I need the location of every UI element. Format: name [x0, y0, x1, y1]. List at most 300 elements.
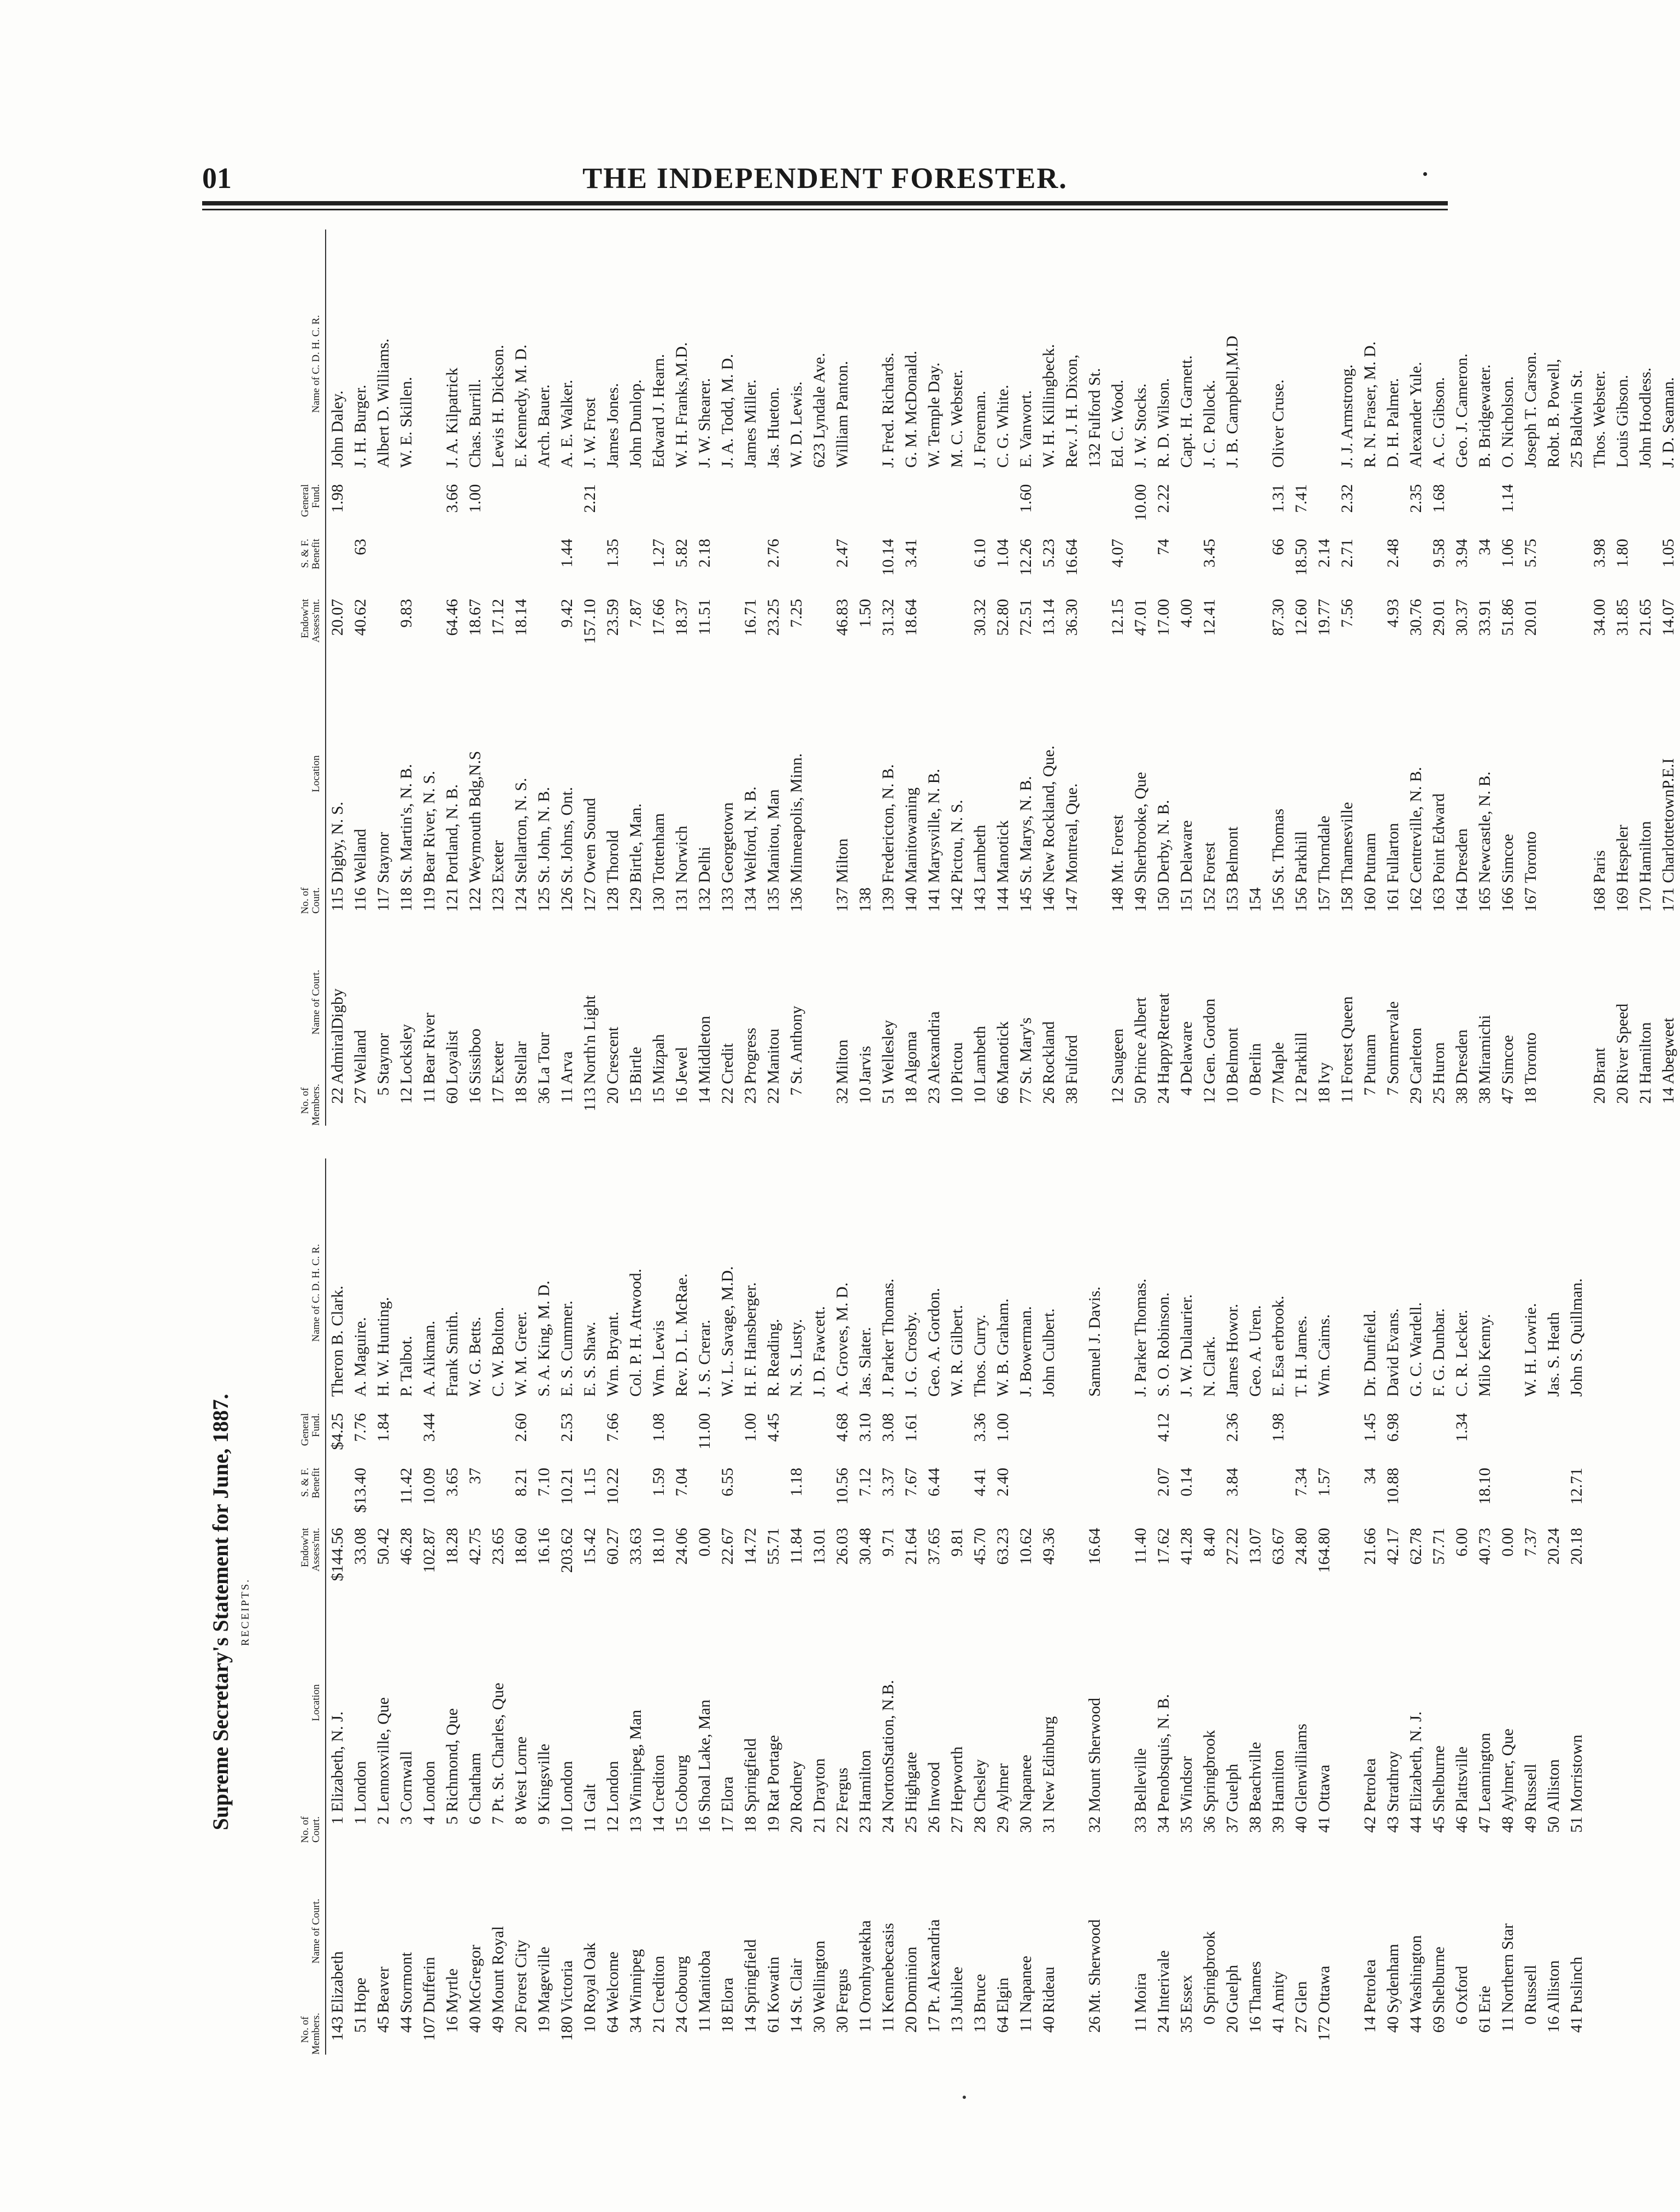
- table-row: [372, 1158, 395, 2055]
- court-name-cell: Middleton: [695, 1016, 714, 1084]
- endowment-cell: 18.60: [512, 1528, 530, 1565]
- endowment-cell: 14.07: [1659, 599, 1677, 636]
- sf-benefit-cell: 1.57: [1315, 1468, 1333, 1497]
- court-no-cell: 151: [1177, 887, 1195, 912]
- chcr-cell: W. H. Lowrie.: [1522, 1303, 1540, 1397]
- col-endowment: Endow'nt Assess'mt.: [299, 1528, 322, 1572]
- court-no-cell: 48: [1499, 1816, 1517, 1833]
- location-cell: Birtle, Man.: [627, 803, 645, 883]
- court-name-cell: Milton: [833, 1039, 851, 1084]
- members-cell: 77: [1269, 1087, 1287, 1104]
- court-no-cell: 36: [1200, 1816, 1218, 1833]
- chcr-cell: E. S. Shaw.: [581, 1321, 599, 1397]
- endowment-cell: 102.87: [420, 1528, 438, 1573]
- sf-benefit-cell: 63: [351, 539, 369, 555]
- table-row: [464, 1158, 487, 2055]
- court-no-cell: 162: [1407, 887, 1425, 912]
- general-fund-cell: 2.60: [512, 1413, 530, 1442]
- members-cell: 14: [787, 2016, 805, 2033]
- chcr-cell: James Miller.: [741, 379, 759, 468]
- table-row: [487, 1158, 510, 2055]
- table-row: [877, 230, 900, 1126]
- table-row: [785, 230, 808, 1126]
- location-cell: Shelburne: [1430, 1745, 1448, 1812]
- chcr-cell: John Hoodless.: [1636, 367, 1654, 468]
- chcr-cell: Capt. H. Garnett.: [1177, 355, 1195, 468]
- location-cell: Digby, N. S.: [328, 802, 346, 883]
- endowment-cell: 63.23: [994, 1528, 1012, 1565]
- court-name-cell: Prince Albert: [1131, 997, 1150, 1084]
- members-cell: 7: [787, 1087, 805, 1096]
- table-row: [969, 1158, 992, 2055]
- table-row: [1015, 230, 1038, 1126]
- court-no-cell: 167: [1522, 887, 1540, 912]
- court-no-cell: 139: [879, 887, 897, 912]
- court-name-cell: Progress: [741, 1027, 759, 1084]
- general-fund-cell: 1.68: [1430, 484, 1448, 513]
- court-no-cell: 122: [466, 887, 484, 912]
- chcr-cell: J. W. Frost: [581, 397, 599, 468]
- location-cell: Alliston: [1545, 1759, 1563, 1812]
- chcr-cell: Wm. Lewis: [650, 1320, 668, 1397]
- court-name-cell: Wellesley: [879, 1020, 897, 1084]
- table-row: [808, 230, 831, 1126]
- location-cell: Kingsville: [535, 1744, 553, 1812]
- table-row: [533, 230, 556, 1126]
- table-body: [326, 1158, 1588, 2055]
- location-cell: Fredericton, N. B.: [879, 764, 897, 883]
- court-name-cell: Jubilee: [948, 1967, 966, 2013]
- court-name-cell: Amity: [1269, 1971, 1287, 2013]
- header-rule-thin: [202, 209, 1448, 210]
- chcr-cell: W. L. Savage, M.D.: [718, 1266, 736, 1397]
- court-no-cell: 42: [1361, 1816, 1379, 1833]
- members-cell: 11: [695, 2016, 714, 2032]
- members-cell: 22: [764, 1087, 782, 1104]
- court-no-cell: 44: [1407, 1816, 1425, 1833]
- court-no-cell: 115: [328, 887, 346, 911]
- location-cell: Hamilton: [1636, 821, 1654, 883]
- stray-mark: [963, 2096, 966, 2099]
- row-spacer: [1336, 1158, 1359, 2055]
- endowment-cell: 33.08: [351, 1528, 369, 1565]
- court-no-cell: 163: [1430, 887, 1448, 912]
- chcr-cell: J. W. Shearer.: [695, 378, 714, 468]
- row-spacer: [1106, 1158, 1129, 2055]
- court-no-cell: 134: [741, 887, 759, 912]
- members-cell: 11: [420, 1087, 438, 1103]
- col-chcr: Name of C. D. H. C. R.: [310, 315, 322, 413]
- endowment-cell: 21.65: [1636, 599, 1654, 636]
- chcr-cell: Rev. D. L. McRae.: [673, 1273, 691, 1397]
- court-name-cell: Oronhyatekha: [856, 1920, 874, 2013]
- court-name-cell: Moira: [1131, 1973, 1150, 2013]
- court-name-cell: Carleton: [1407, 1027, 1425, 1084]
- table-row: [1336, 230, 1359, 1126]
- court-no-cell: 34: [1154, 1816, 1172, 1833]
- location-cell: Staynor: [374, 832, 392, 883]
- court-no-cell: 157: [1315, 887, 1333, 912]
- location-cell: Elizabeth, N. J.: [1407, 1711, 1425, 1812]
- members-cell: 0: [1246, 1087, 1264, 1096]
- members-cell: 15: [627, 1087, 645, 1104]
- endowment-cell: 11.51: [695, 599, 714, 636]
- court-name-cell: Algoma: [902, 1031, 920, 1084]
- location-cell: Welland: [351, 828, 369, 883]
- court-name-cell: Delaware: [1177, 1021, 1195, 1084]
- table-row: [670, 230, 693, 1126]
- endowment-cell: 9.42: [558, 599, 576, 628]
- table-body: [326, 230, 1680, 1126]
- court-name-cell: Forest Queen: [1338, 996, 1356, 1084]
- location-cell: Windsor: [1177, 1756, 1195, 1812]
- location-cell: Delaware: [1177, 820, 1195, 883]
- court-no-cell: 144: [994, 887, 1012, 912]
- endowment-cell: 13.14: [1040, 599, 1058, 636]
- court-name-cell: Puslinch: [1567, 1956, 1585, 2013]
- general-fund-cell: 4.45: [764, 1413, 782, 1442]
- members-cell: 172: [1315, 2016, 1333, 2041]
- members-cell: 51: [879, 1087, 897, 1104]
- table-row: [877, 1158, 900, 2055]
- chcr-cell: W. R. Gilbert.: [948, 1304, 966, 1397]
- sf-benefit-cell: 6.55: [718, 1468, 736, 1497]
- location-cell: Dresden: [1453, 828, 1471, 883]
- sf-benefit-cell: 2.40: [994, 1468, 1012, 1497]
- sf-benefit-cell: 2.76: [764, 539, 782, 568]
- location-cell: Lennoxville, Que: [374, 1697, 392, 1812]
- table-row: [808, 1158, 831, 2055]
- endowment-cell: 18.28: [443, 1528, 461, 1565]
- location-cell: Portland, N. B.: [443, 784, 461, 883]
- location-cell: Marysville, N. B.: [925, 768, 943, 883]
- endowment-cell: 203.62: [558, 1528, 576, 1573]
- table-row: [1290, 1158, 1313, 2055]
- sf-benefit-cell: 1.05: [1659, 539, 1677, 568]
- location-cell: Welford, N. B.: [741, 786, 759, 883]
- location-cell: Winnipeg, Man: [627, 1709, 645, 1812]
- chcr-cell: James Howor.: [1223, 1304, 1241, 1397]
- table-row: [1359, 1158, 1382, 2055]
- table-row: [831, 1158, 854, 2055]
- location-cell: Elizabeth, N. J.: [328, 1711, 346, 1812]
- court-name-cell: Manitoba: [695, 1950, 714, 2013]
- endowment-cell: 40.73: [1476, 1528, 1494, 1565]
- location-cell: Rat Portage: [764, 1735, 782, 1812]
- location-cell: Norwich: [673, 826, 691, 883]
- court-name-cell: River Speed: [1613, 1003, 1631, 1084]
- sf-benefit-cell: 11.42: [397, 1468, 415, 1504]
- court-no-cell: 169: [1613, 887, 1631, 912]
- court-no-cell: 1: [351, 1816, 369, 1825]
- sf-benefit-cell: 34: [1361, 1468, 1379, 1484]
- endowment-cell: 11.40: [1131, 1528, 1150, 1564]
- court-no-cell: 29: [994, 1816, 1012, 1833]
- court-name-cell: Exeter: [489, 1041, 507, 1084]
- table-row: [854, 1158, 877, 2055]
- court-no-cell: 158: [1338, 887, 1356, 912]
- chcr-cell: P. Talbot.: [397, 1336, 415, 1397]
- table-row: [1083, 230, 1106, 1126]
- location-cell: Belleville: [1131, 1748, 1150, 1812]
- table-row: [1267, 1158, 1290, 2055]
- table-row: [1473, 230, 1496, 1126]
- chcr-cell: W. D. Lewis.: [787, 381, 805, 468]
- court-no-cell: 43: [1384, 1816, 1402, 1833]
- court-no-cell: 161: [1384, 887, 1402, 912]
- location-cell: Shoal Lake, Man: [695, 1699, 714, 1812]
- endowment-cell: 17.00: [1154, 599, 1172, 636]
- table-row: [418, 230, 441, 1126]
- endowment-cell: 164.80: [1315, 1528, 1333, 1573]
- court-name-cell: Elizabeth: [328, 1951, 346, 2013]
- chcr-cell: W. H. Killingbeck.: [1040, 344, 1058, 468]
- table-row: [693, 1158, 716, 2055]
- table-row: [1428, 1158, 1451, 2055]
- chcr-cell: C. W. Bolton.: [489, 1307, 507, 1397]
- sf-benefit-cell: 1.15: [581, 1468, 599, 1497]
- court-no-cell: 123: [489, 887, 507, 912]
- court-name-cell: Mageville: [535, 1946, 553, 2013]
- chcr-cell: Joseph T. Carson.: [1522, 351, 1540, 468]
- court-name-cell: Napanee: [1017, 1956, 1035, 2013]
- table-row: [556, 230, 579, 1126]
- court-name-cell: Elgin: [994, 1978, 1012, 2013]
- location-cell: Hespeler: [1613, 825, 1631, 883]
- court-no-cell: 38: [1246, 1816, 1264, 1833]
- sf-benefit-cell: 1.35: [604, 539, 622, 568]
- general-fund-cell: 1.34: [1453, 1413, 1471, 1442]
- general-fund-cell: 1.45: [1361, 1413, 1379, 1442]
- court-name-cell: Forest City: [512, 1939, 530, 2013]
- court-name-cell: Winnipeg: [627, 1949, 645, 2013]
- court-name-cell: Lambeth: [971, 1026, 989, 1084]
- chcr-cell: 25 Baldwin St.: [1567, 369, 1585, 468]
- endowment-cell: 23.59: [604, 599, 622, 636]
- court-name-cell: Ivy: [1315, 1062, 1333, 1084]
- court-no-cell: 32: [1086, 1816, 1104, 1833]
- endowment-cell: 9.81: [948, 1528, 966, 1557]
- court-no-cell: 140: [902, 887, 920, 912]
- members-cell: 12: [397, 1087, 415, 1104]
- court-name-cell: Pt. Alexandria: [925, 1919, 943, 2013]
- table-row: [1313, 1158, 1336, 2055]
- court-no-cell: 168: [1590, 887, 1608, 912]
- court-name-cell: Guelph: [1223, 1964, 1241, 2013]
- members-cell: 17: [489, 1087, 507, 1104]
- chcr-cell: S. A. King, M. D.: [535, 1280, 553, 1397]
- court-name-cell: Myrtle: [443, 1968, 461, 2013]
- endowment-cell: 9.71: [879, 1528, 897, 1557]
- court-no-cell: 9: [535, 1816, 553, 1825]
- court-no-cell: 33: [1131, 1816, 1150, 1833]
- location-cell: Manitowaning: [902, 787, 920, 883]
- court-no-cell: 4: [420, 1816, 438, 1825]
- col-chcr: Name of C. D. H. C. R.: [310, 1244, 322, 1342]
- court-name-cell: HappyRetreat: [1154, 993, 1172, 1084]
- sf-benefit-cell: 7.34: [1292, 1468, 1310, 1497]
- general-fund-cell: 6.98: [1384, 1413, 1402, 1442]
- members-cell: 7: [1384, 1087, 1402, 1096]
- table-row: [1382, 230, 1405, 1126]
- court-no-cell: 125: [535, 887, 553, 912]
- sf-benefit-cell: 10.22: [604, 1468, 622, 1505]
- members-cell: 27: [1292, 2016, 1310, 2033]
- court-name-cell: Mount Royal: [489, 1926, 507, 2013]
- court-name-cell: Royal Oak: [581, 1942, 599, 2013]
- chcr-cell: John Daley.: [328, 390, 346, 468]
- receipts-table-right: [260, 230, 1677, 1126]
- members-cell: 61: [1476, 2016, 1494, 2033]
- row-spacer: [1060, 1158, 1083, 2055]
- location-cell: Elora: [718, 1776, 736, 1812]
- endowment-cell: 47.01: [1131, 599, 1150, 636]
- court-no-cell: 124: [512, 887, 530, 912]
- table-row: [1473, 1158, 1496, 2055]
- location-cell: Point Edward: [1430, 793, 1448, 883]
- location-cell: St. John, N. B.: [535, 787, 553, 883]
- general-fund-cell: $4.25: [328, 1413, 346, 1450]
- court-name-cell: Crescent: [604, 1027, 622, 1084]
- general-fund-cell: 2.36: [1223, 1413, 1241, 1442]
- table-row: [1565, 230, 1588, 1126]
- members-cell: 180: [558, 2016, 576, 2041]
- location-cell: CharlottetownP.E.I: [1659, 758, 1677, 883]
- court-no-cell: 118: [397, 887, 415, 911]
- members-cell: 10: [948, 1087, 966, 1104]
- endowment-cell: 14.72: [741, 1528, 759, 1565]
- statement-region: [208, 219, 1677, 2055]
- table-row: [1496, 1158, 1519, 2055]
- location-cell: Guelph: [1223, 1763, 1241, 1812]
- court-no-cell: 128: [604, 887, 622, 912]
- sf-benefit-cell: 6.44: [925, 1468, 943, 1497]
- chcr-cell: Robt. B. Powell,: [1545, 358, 1563, 468]
- members-cell: 18: [902, 1087, 920, 1104]
- table-row: [510, 1158, 533, 2055]
- chcr-cell: J. B. Campbell,M.D: [1223, 336, 1241, 468]
- table-row: [1657, 230, 1680, 1126]
- location-cell: Putnam: [1361, 833, 1379, 883]
- location-cell: Crediton: [650, 1755, 668, 1812]
- location-cell: Hamilton: [1269, 1750, 1287, 1812]
- endowment-cell: 18.10: [650, 1528, 668, 1565]
- court-no-cell: 117: [374, 887, 392, 911]
- location-cell: Fullarton: [1384, 823, 1402, 883]
- court-name-cell: Arva: [558, 1051, 576, 1084]
- court-name-cell: Putnam: [1361, 1034, 1379, 1084]
- members-cell: 0: [1522, 2016, 1540, 2025]
- court-name-cell: Parkhill: [1292, 1032, 1310, 1084]
- endowment-cell: 52.80: [994, 599, 1012, 636]
- chcr-cell: Wm. Bryant.: [604, 1311, 622, 1397]
- court-name-cell: Sommervale: [1384, 1001, 1402, 1084]
- court-no-cell: 46: [1453, 1816, 1471, 1833]
- chcr-cell: Edward J. Hearn.: [650, 354, 668, 468]
- chcr-cell: D. H. Palmer.: [1384, 378, 1402, 468]
- court-name-cell: Manitou: [764, 1028, 782, 1084]
- court-name-cell: Thames: [1246, 1961, 1264, 2013]
- court-no-cell: 26: [925, 1816, 943, 1833]
- chcr-cell: Louis Gibson.: [1613, 374, 1631, 468]
- general-fund-cell: 2.22: [1154, 484, 1172, 513]
- chcr-cell: A. C. Gibson.: [1430, 377, 1448, 468]
- court-name-cell: Birtle: [627, 1046, 645, 1084]
- endowment-cell: 21.66: [1361, 1528, 1379, 1565]
- court-name-cell: Crediton: [650, 1956, 668, 2013]
- court-name-cell: Stellar: [512, 1041, 530, 1084]
- location-cell: Springfield: [741, 1738, 759, 1812]
- table-row: [923, 1158, 946, 2055]
- endowment-cell: 42.75: [466, 1528, 484, 1565]
- endowment-cell: 40.62: [351, 599, 369, 636]
- endowment-cell: 18.64: [902, 599, 920, 636]
- court-no-cell: 149: [1131, 887, 1150, 912]
- chcr-cell: W. B. Graham.: [994, 1298, 1012, 1397]
- court-name-cell: AdmiralDigby: [328, 989, 346, 1084]
- chcr-cell: Thos. Webster.: [1590, 370, 1608, 468]
- endowment-cell: 6.00: [1453, 1528, 1471, 1557]
- members-cell: 41: [1269, 2016, 1287, 2033]
- chcr-cell: M. C. Webster.: [948, 369, 966, 468]
- endowment-cell: 19.77: [1315, 599, 1333, 636]
- general-fund-cell: 2.21: [581, 484, 599, 513]
- table-row: [1175, 230, 1198, 1126]
- chcr-cell: N. S. Lusty.: [787, 1319, 805, 1397]
- court-no-cell: 45: [1430, 1816, 1448, 1833]
- court-name-cell: St. Anthony: [787, 1005, 805, 1084]
- chcr-cell: J. D. Fawcett.: [810, 1306, 828, 1397]
- court-no-cell: 135: [764, 887, 782, 912]
- court-no-cell: 10: [558, 1816, 576, 1833]
- location-cell: NortonStation, N.B.: [879, 1680, 897, 1812]
- endowment-cell: 46.83: [833, 599, 851, 636]
- court-name-cell: Interivale: [1154, 1950, 1172, 2013]
- court-name-cell: Mt. Sherwood: [1086, 1919, 1104, 2013]
- table-row: [1106, 230, 1129, 1126]
- court-name-cell: Fulford: [1063, 1035, 1081, 1084]
- court-name-cell: Toronto: [1522, 1032, 1540, 1084]
- members-cell: 11: [1017, 2016, 1035, 2032]
- court-name-cell: Petrolea: [1361, 1959, 1379, 2013]
- endowment-cell: 87.30: [1269, 599, 1287, 636]
- members-cell: 14: [741, 2016, 759, 2033]
- members-cell: 60: [443, 1087, 461, 1104]
- table-row: [533, 1158, 556, 2055]
- sf-benefit-cell: 5.23: [1040, 539, 1058, 568]
- members-cell: 34: [627, 2016, 645, 2033]
- location-cell: Chatham: [466, 1752, 484, 1812]
- members-cell: 16: [466, 1087, 484, 1104]
- location-cell: Weymouth Bdg,N.S: [466, 751, 484, 883]
- members-cell: 38: [1453, 1087, 1471, 1104]
- endowment-cell: 31.32: [879, 599, 897, 636]
- endowment-cell: 63.67: [1269, 1528, 1287, 1565]
- endowment-cell: 18.14: [512, 599, 530, 636]
- members-cell: 4: [1177, 1087, 1195, 1096]
- chcr-cell: A. E. Walker.: [558, 379, 576, 468]
- endowment-cell: 50.42: [374, 1528, 392, 1565]
- general-fund-cell: 1.00: [741, 1413, 759, 1442]
- members-cell: 10: [856, 1087, 874, 1104]
- col-general-fund: General Fund.: [299, 484, 322, 517]
- table-row: [464, 230, 487, 1126]
- table-row: [395, 230, 418, 1126]
- chcr-cell: J. W. Stocks.: [1131, 383, 1150, 468]
- chcr-cell: J. H. Burger.: [351, 385, 369, 468]
- sf-benefit-cell: 18.10: [1476, 1468, 1494, 1505]
- chcr-cell: Geo. A. Uren.: [1246, 1305, 1264, 1397]
